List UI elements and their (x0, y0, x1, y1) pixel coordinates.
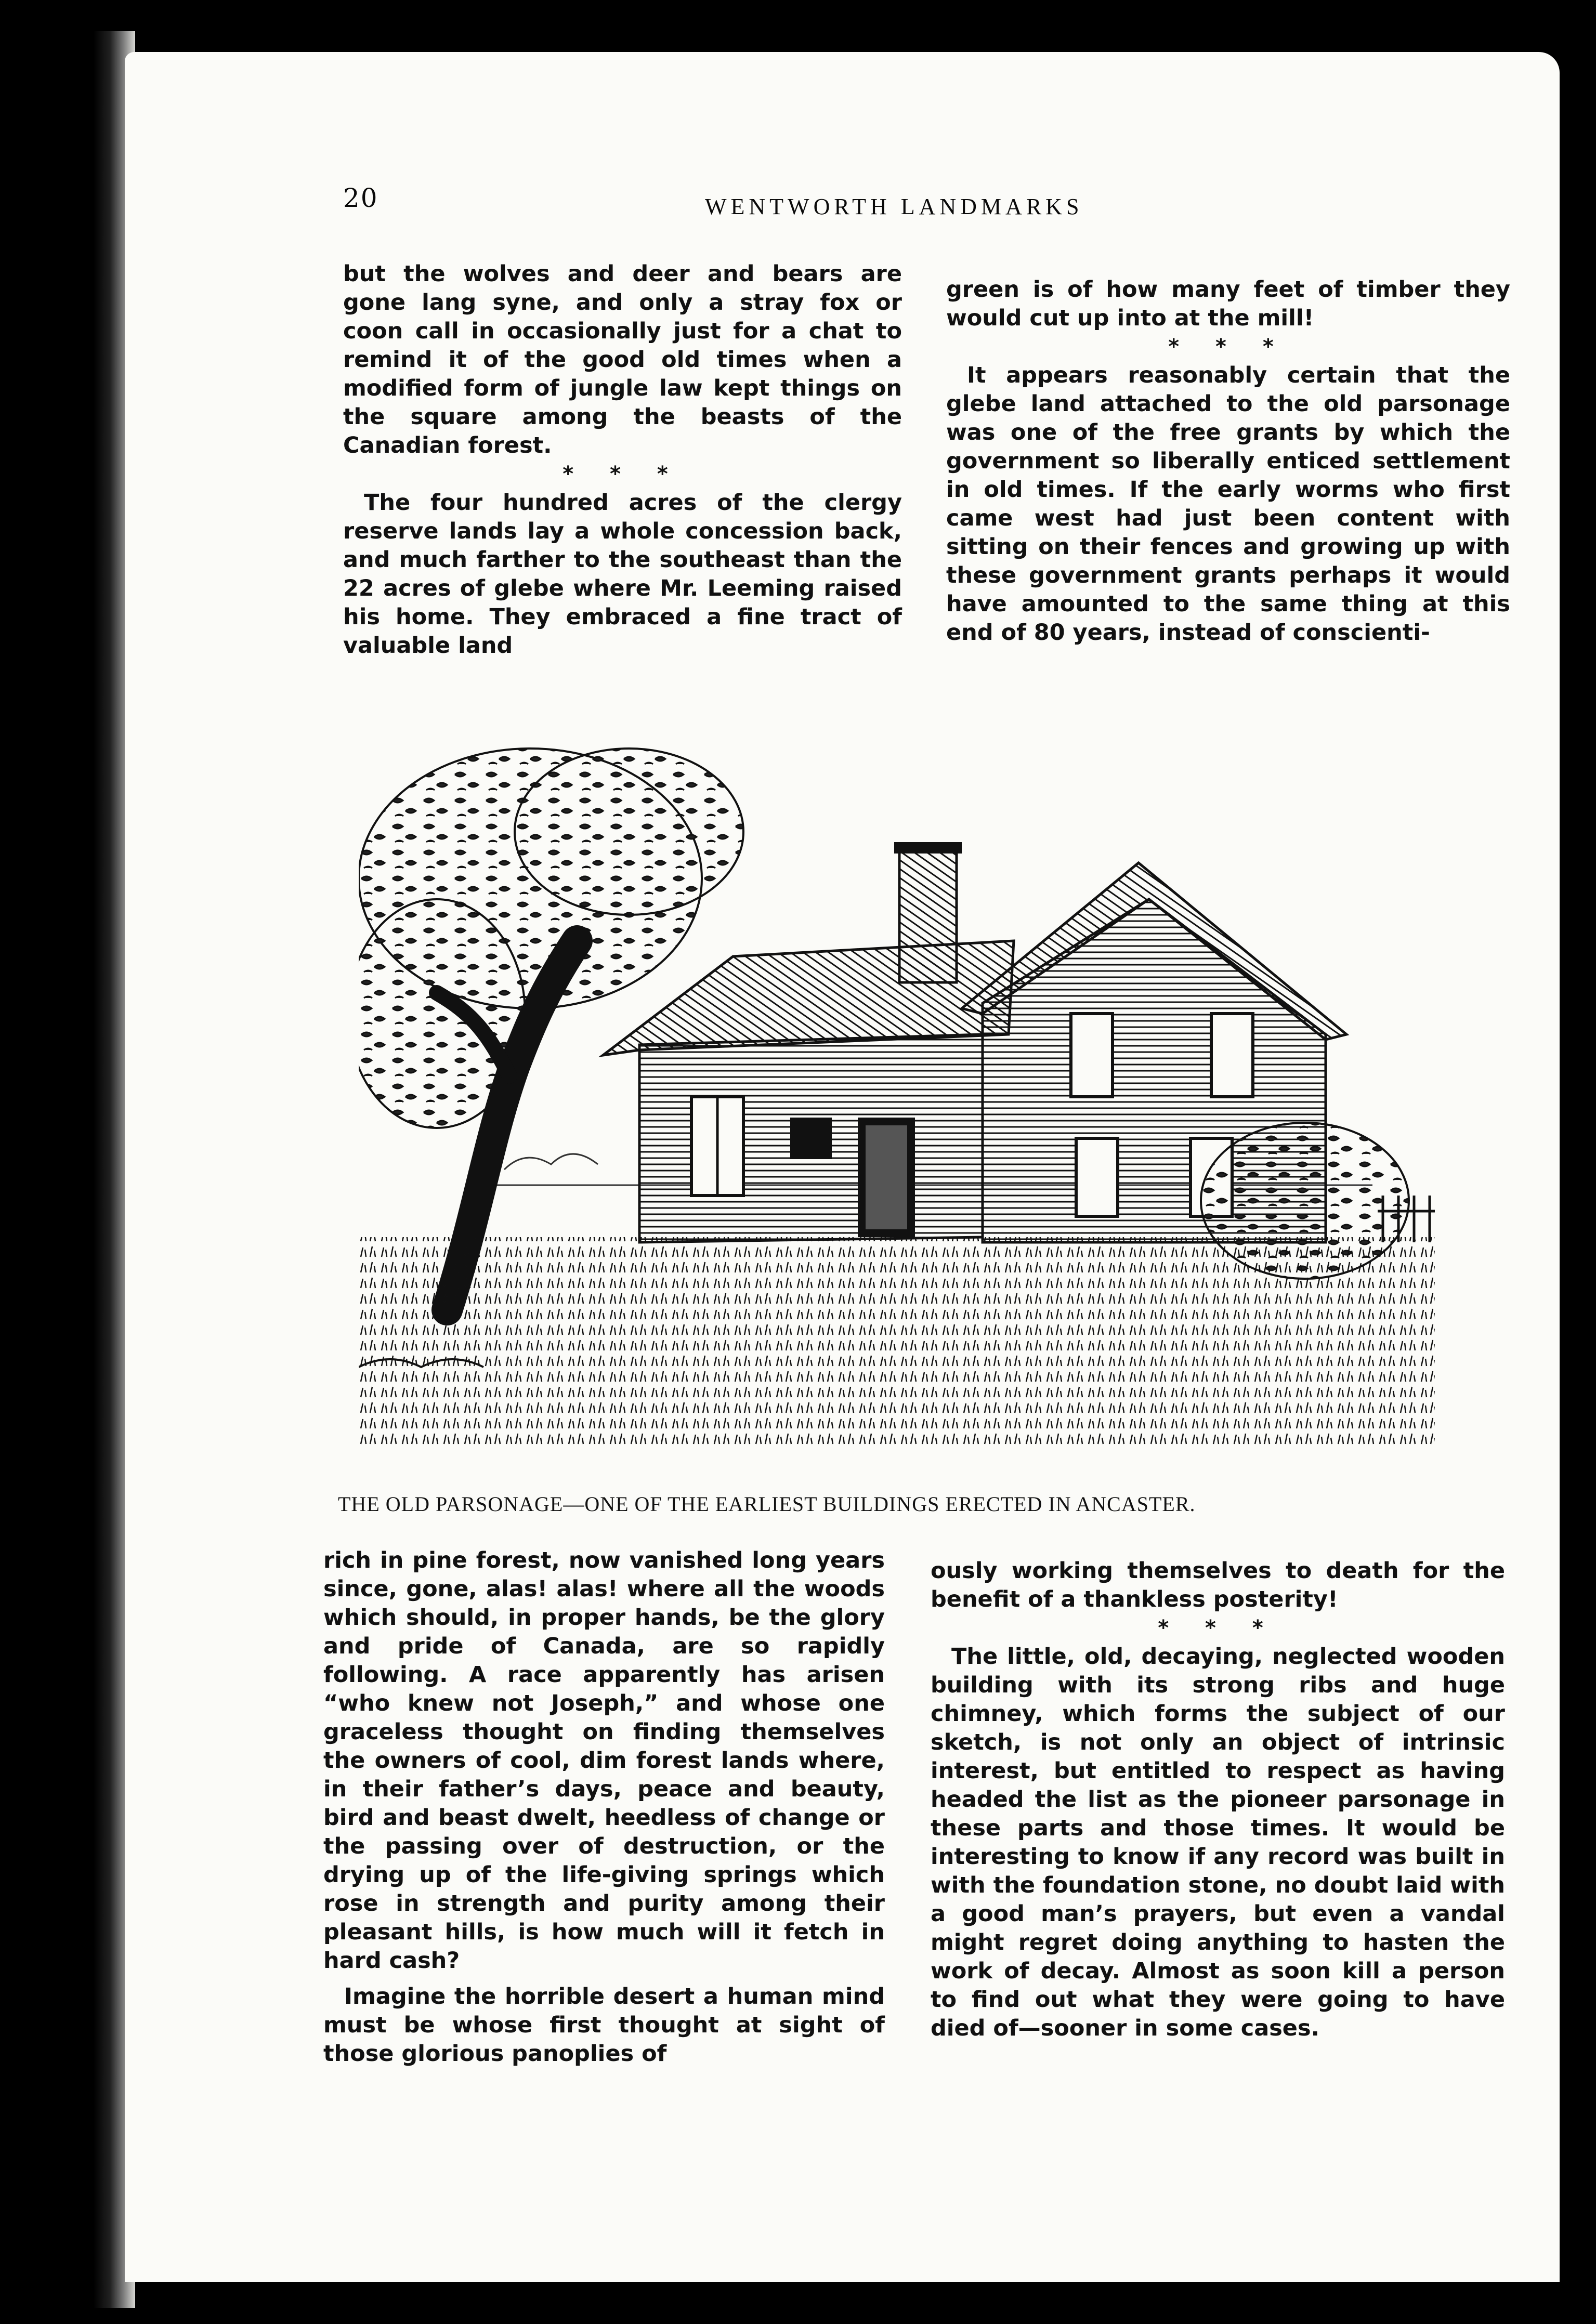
section-separator: * * * (1168, 335, 1288, 359)
illustration-caption: THE OLD PARSONAGE—ONE OF THE EARLIEST BUILDINGS ERECTED IN ANCASTER. (338, 1492, 1196, 1516)
section-separator: * * * (562, 462, 683, 486)
paragraph: rich in pine forest, now vanished long years since, gone, alas! alas! where all the woods which should, in proper hands, be the glory and pride of Canada, are so rapidly following. A race apparently has arisen “who knew not Joseph,” and whose one graceless thought on finding themselves the owners of cool, dim forest lands where, in their father’s days, peace and beauty, bird and beast dwelt, heedless of change or the passing over of destruction, or the drying up of the life-giving springs which rose in strength and purity among their pleasant hills, is how much will it fetch in hard cash? (323, 1547, 885, 1974)
column-bottom-right (931, 1557, 1505, 2043)
paragraph: but the wolves and deer and bears are gone lang syne, and only a stray fox or coon call in occasionally just for a chat to remind it of the good old times when a modified form of jungle law kept things on the square among the beasts of the Canadian forest. (343, 261, 902, 458)
section-separator: * * * (1158, 1616, 1278, 1640)
parsonage-illustration (359, 743, 1435, 1461)
paragraph: The little, old, decaying, neglected wooden building with its strong ribs and huge chimney, which forms the subject of our sketch, is not only an object of intrinsic interest, but entitled to respect as having headed the list as the pioneer parsonage in these parts and those times. It would be interesting to know if any record was built in with the foundation stone, no doubt laid with a good man’s prayers, but even a vandal might regret doing anything to hasten the work of decay. Almost as soon kill a person to find out what they were going to have died of—sooner in some cases. (931, 1644, 1505, 2041)
paragraph: green is of how many feet of timber they would cut up into at the mill! (946, 277, 1510, 331)
paragraph: ously working themselves to death for the benefit of a thankless posterity! (931, 1558, 1505, 1612)
paragraph: The four hundred acres of the clergy reserve lands lay a whole concession back, and much farther to the southeast than the 22 acres of glebe where Mr. Leeming raised his home. They embraced a fine tract of valuable land (343, 490, 902, 659)
column-bottom-left (323, 1546, 885, 2068)
running-title: WENTWORTH LANDMARKS (705, 194, 1083, 219)
page-number: 20 (343, 183, 378, 213)
column-top-right (946, 275, 1510, 647)
paragraph: Imagine the horrible desert a human mind must be whose first thought at sight of those glorious panoplies of (323, 1984, 885, 2067)
paragraph: It appears reasonably certain that the glebe land attached to the old parsonage was one of the free grants by which the government so liberally enticed settlement in old times. If the early worms who first came west had just been content with sitting on their fences and growing up with these government grants perhaps it would have amounted to the same thing at this end of 80 years, instead of conscienti- (946, 362, 1510, 646)
column-top-left (343, 260, 902, 660)
